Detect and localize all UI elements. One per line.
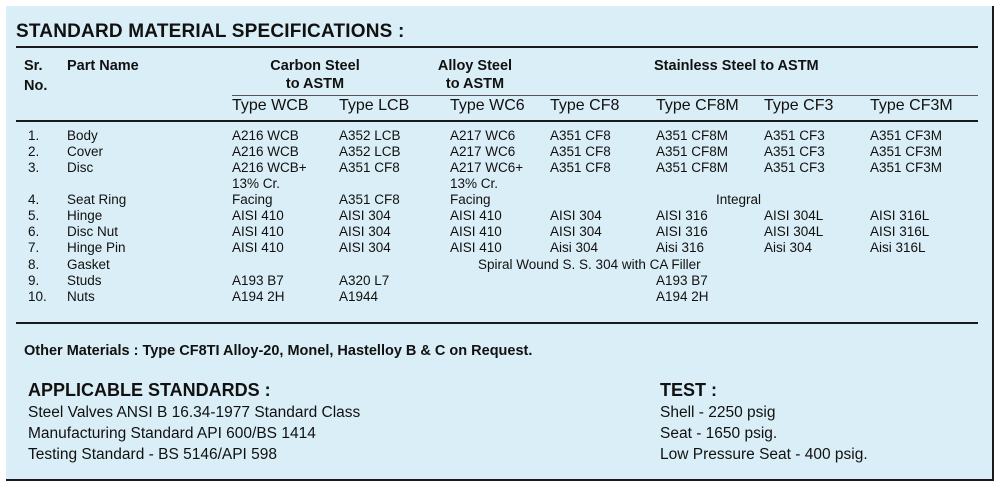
table-cell: AISI 410 [450, 240, 502, 255]
table-cell: A216 WCB [232, 128, 299, 143]
table-cell: A351 CF8 [550, 160, 611, 175]
table-cell: A194 2H [656, 289, 709, 304]
row-number: 10. [28, 289, 47, 304]
table-cell: A217 WC6 [450, 128, 516, 143]
row-number: 2. [28, 144, 40, 159]
table-cell: A217 WC6 [450, 144, 516, 159]
table-cell: Aisi 316L [870, 240, 926, 255]
type-header-3: Type CF8 [550, 97, 620, 114]
page-title: STANDARD MATERIAL SPECIFICATIONS : [16, 21, 405, 42]
table-cell: AISI 304 [550, 208, 602, 223]
table-cell-continuation: 13% Cr. [450, 176, 499, 191]
row-number: 9. [28, 273, 40, 288]
table-cell: A193 B7 [232, 273, 284, 288]
type-header-1: Type LCB [339, 97, 410, 114]
row-part-name: Body [67, 128, 98, 143]
alloy-steel-header: Alloy Steel to ASTM [437, 58, 513, 92]
row-part-name: Gasket [67, 257, 110, 272]
table-cell: AISI 304 [339, 240, 391, 255]
part-name-header: Part Name [67, 58, 139, 74]
table-bottom-rule [16, 322, 978, 324]
table-cell: A351 CF3 [764, 160, 825, 175]
table-span-cell: Integral [716, 192, 762, 207]
table-cell: Aisi 304 [550, 240, 599, 255]
table-cell: A352 LCB [339, 144, 401, 159]
stainless-steel-header: Stainless Steel to ASTM [654, 58, 819, 74]
table-cell-continuation: 13% Cr. [232, 176, 281, 191]
row-number: 7. [28, 240, 40, 255]
carbon-steel-header: Carbon Steel to ASTM [270, 58, 360, 92]
row-part-name: Cover [67, 144, 104, 159]
table-cell: A216 WCB [232, 144, 299, 159]
table-cell: AISI 304L [764, 224, 824, 239]
no-header: No. [24, 78, 48, 94]
table-cell: A193 B7 [656, 273, 708, 288]
table-cell: Facing [450, 192, 491, 207]
table-cell: A351 CF3 [764, 144, 825, 159]
table-cell: A216 WCB+ [232, 160, 307, 175]
table-cell: AISI 316 [656, 224, 708, 239]
table-cell: A351 CF8M [656, 128, 729, 143]
table-cell: A351 CF3 [764, 128, 825, 143]
table-cell: A320 L7 [339, 273, 390, 288]
row-part-name: Studs [67, 273, 102, 288]
row-number: 1. [28, 128, 40, 143]
row-part-name: Seat Ring [67, 192, 127, 207]
table-cell: AISI 304 [550, 224, 602, 239]
row-part-name: Nuts [67, 289, 95, 304]
table-cell: A351 CF8M [656, 160, 729, 175]
row-number: 6. [28, 224, 40, 239]
table-cell: AISI 304 [339, 224, 391, 239]
title-rule [16, 46, 978, 48]
table-cell: AISI 304L [764, 208, 824, 223]
row-part-name: Disc [67, 160, 94, 175]
standards-heading: APPLICABLE STANDARDS : [28, 380, 271, 400]
test-line: Low Pressure Seat - 400 psig. [660, 446, 868, 463]
table-cell: Aisi 304 [764, 240, 813, 255]
table-cell: Facing [232, 192, 273, 207]
table-cell: Aisi 316 [656, 240, 705, 255]
type-header-4: Type CF8M [656, 97, 739, 114]
sr-header: Sr. [24, 58, 43, 74]
table-cell: A351 CF8 [550, 144, 611, 159]
test-line: Seat - 1650 psig. [660, 425, 778, 442]
table-cell: AISI 316L [870, 208, 930, 223]
type-header-2: Type WC6 [450, 97, 525, 114]
type-header-6: Type CF3M [870, 97, 953, 114]
header-rule [16, 120, 978, 122]
table-cell: AISI 410 [450, 208, 502, 223]
table-cell: A217 WC6+ [450, 160, 524, 175]
table-cell: A194 2H [232, 289, 285, 304]
table-cell: AISI 316L [870, 224, 930, 239]
table-cell: A351 CF3M [870, 160, 943, 175]
table-cell: A351 CF8 [550, 128, 611, 143]
table-cell: AISI 316 [656, 208, 708, 223]
type-header-0: Type WCB [232, 97, 309, 114]
row-number: 8. [28, 257, 40, 272]
row-number: 3. [28, 160, 40, 175]
table-cell: A351 CF8M [656, 144, 729, 159]
standard-line: Testing Standard - BS 5146/API 598 [28, 446, 278, 463]
row-number: 4. [28, 192, 40, 207]
row-number: 5. [28, 208, 40, 223]
table-cell: AISI 410 [450, 224, 502, 239]
standard-line: Steel Valves ANSI B 16.34-1977 Standard Class [28, 404, 361, 421]
table-cell: A351 CF8 [339, 160, 400, 175]
table-cell: A351 CF8 [339, 192, 400, 207]
table-cell: A351 CF3M [870, 128, 943, 143]
table-cell: AISI 410 [232, 208, 284, 223]
row-part-name: Hinge Pin [67, 240, 126, 255]
table-cell: AISI 304 [339, 208, 391, 223]
standard-line: Manufacturing Standard API 600/BS 1414 [28, 425, 316, 442]
row-part-name: Hinge [67, 208, 103, 223]
row-part-name: Disc Nut [67, 224, 119, 239]
type-header-5: Type CF3 [764, 97, 834, 114]
test-heading: TEST : [660, 380, 717, 400]
table-cell: A351 CF3M [870, 144, 943, 159]
type-rule-top [232, 95, 978, 96]
table-span-cell: Spiral Wound S. S. 304 with CA Filler [478, 257, 701, 272]
table-cell: A1944 [339, 289, 379, 304]
other-materials-note: Other Materials : Type CF8TI Alloy-20, Monel, Hastelloy B & C on Request. [24, 343, 533, 359]
table-cell: AISI 410 [232, 240, 284, 255]
table-cell: AISI 410 [232, 224, 284, 239]
table-cell: A352 LCB [339, 128, 401, 143]
test-line: Shell - 2250 psig [660, 404, 776, 421]
